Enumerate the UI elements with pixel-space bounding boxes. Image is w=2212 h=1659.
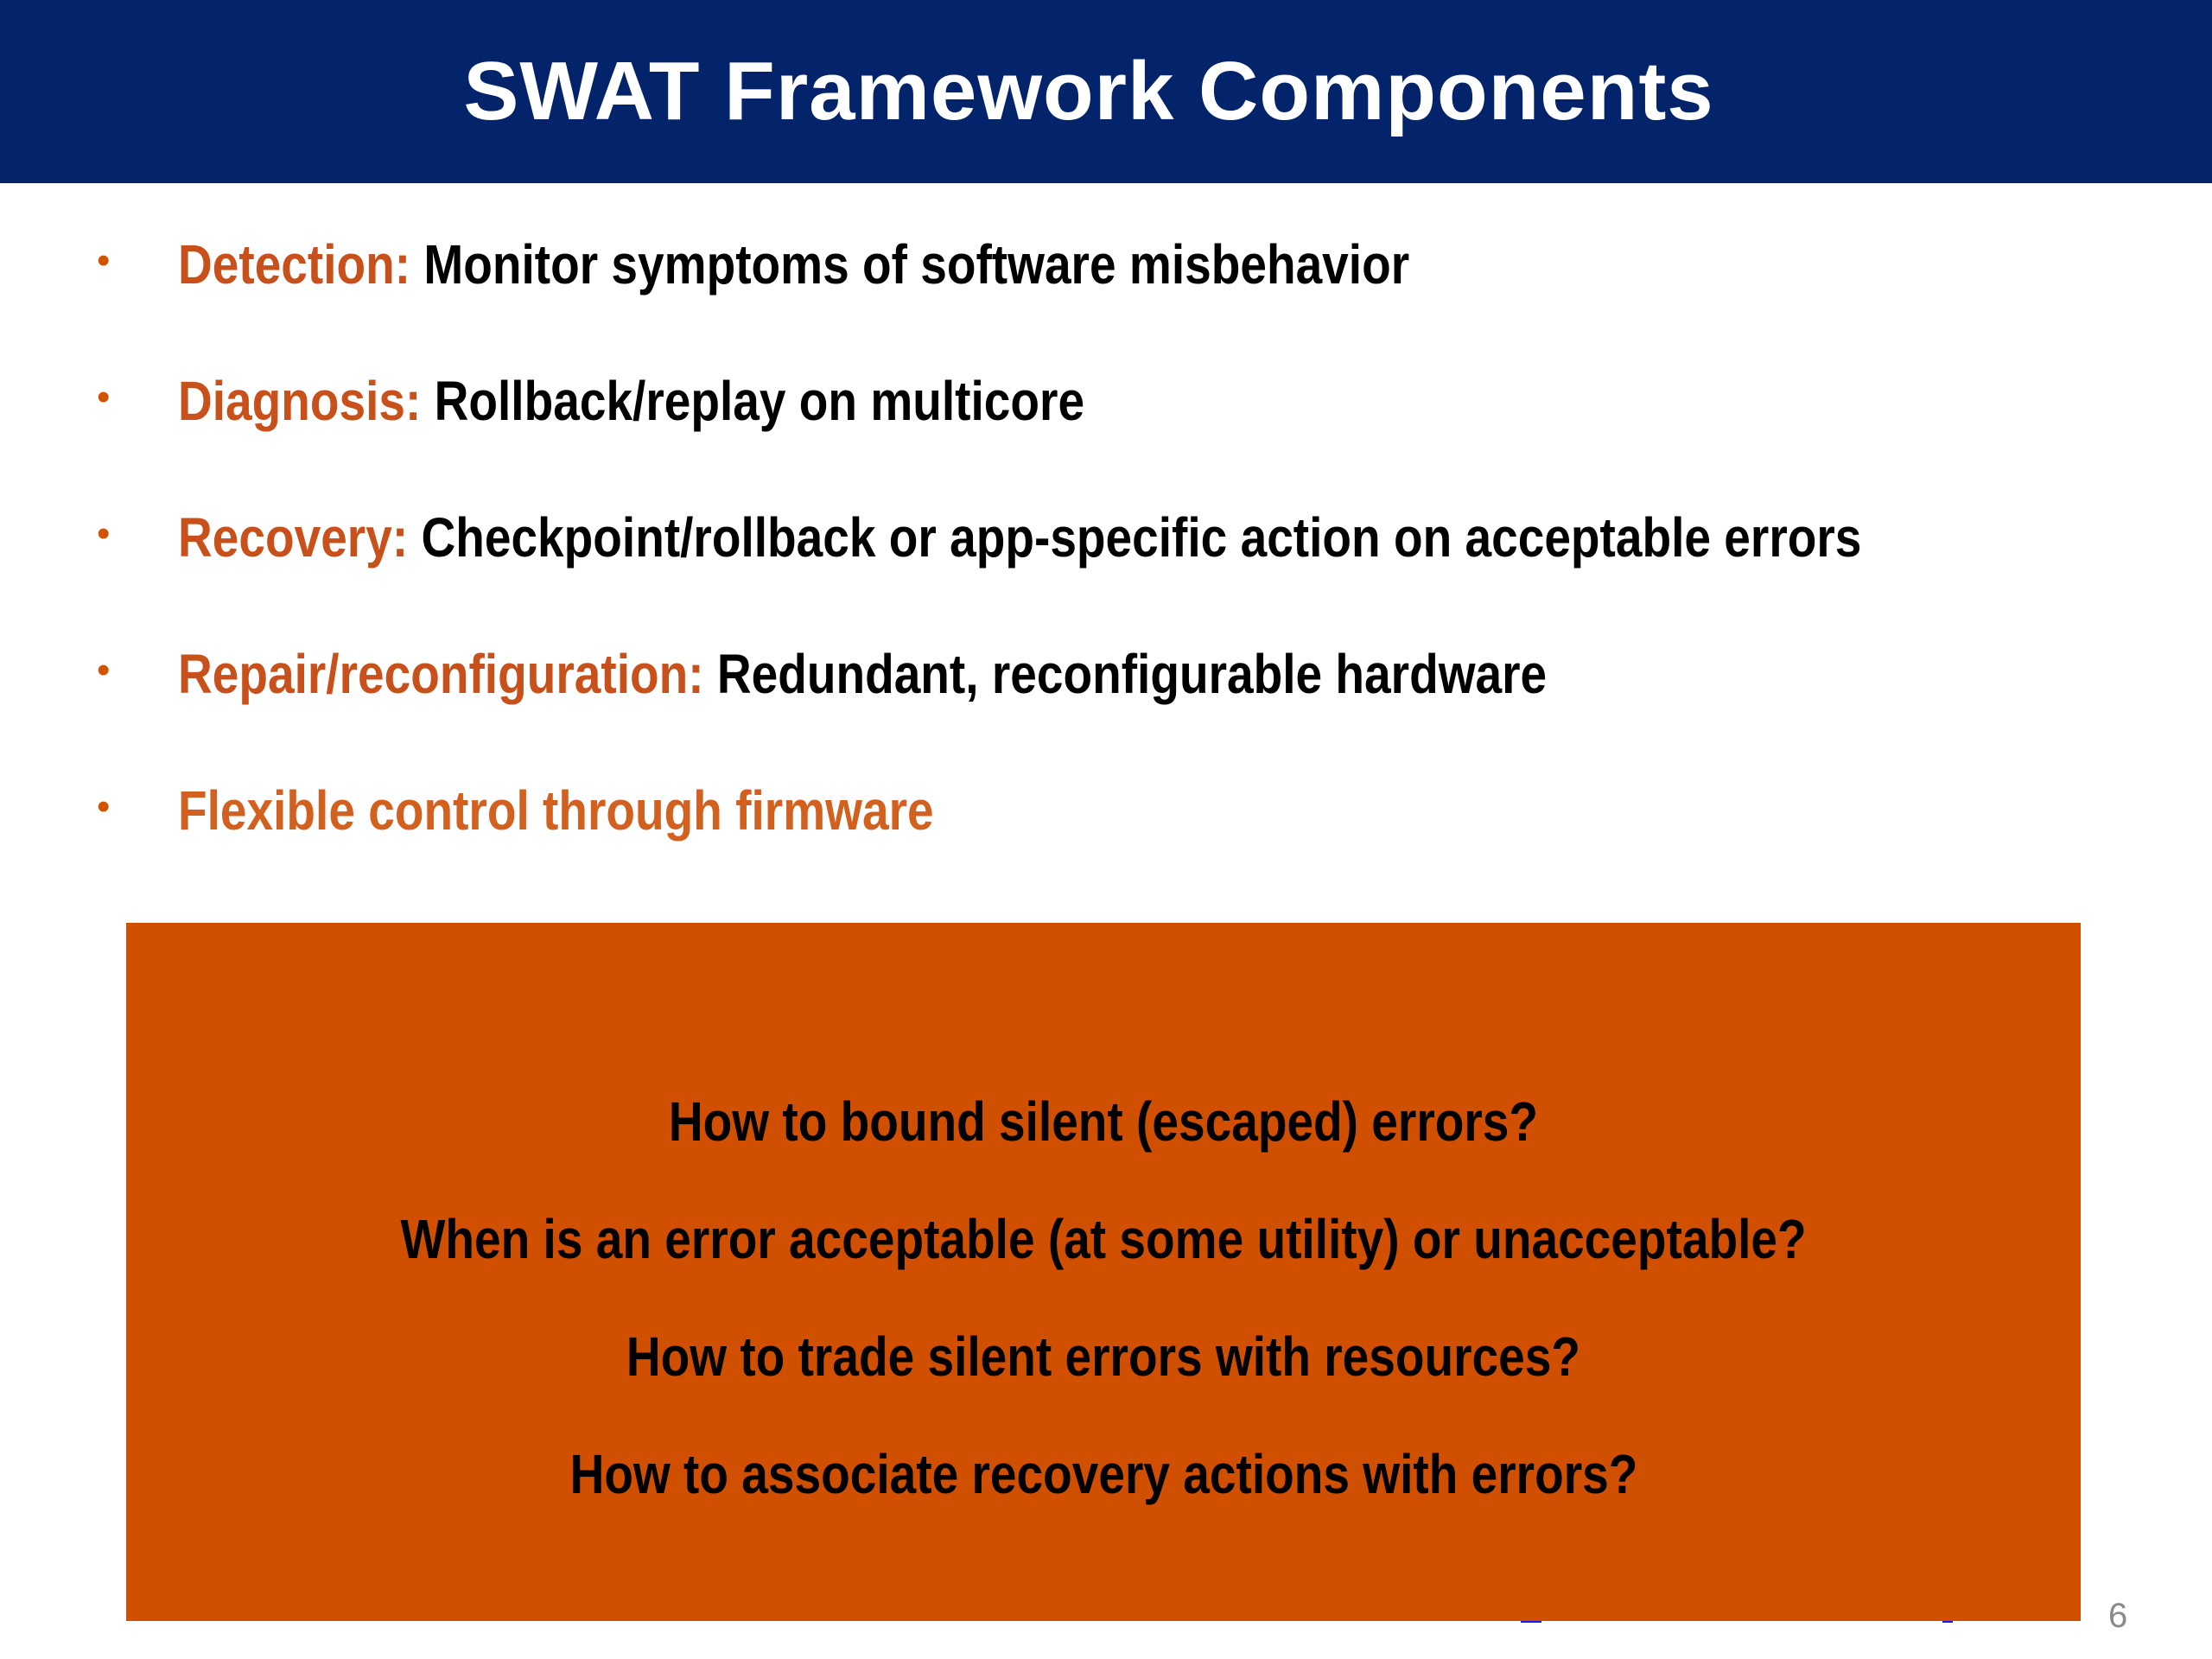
page-number: 6	[2108, 1597, 2128, 1635]
question-box	[126, 923, 2081, 1621]
bullet-item-diagnosis	[0, 368, 2212, 454]
question-item	[126, 1087, 2081, 1156]
bullet-term: Detection:	[178, 233, 411, 296]
bullet-dot-icon: •	[97, 649, 111, 691]
bullet-description: Monitor symptoms of software misbehavior	[423, 233, 1410, 296]
bullet-dot-icon: •	[97, 785, 111, 828]
bullet-term: Recovery:	[178, 506, 409, 569]
bullet-term: Flexible control through firmware	[178, 779, 934, 842]
bullet-dot-icon: •	[97, 376, 111, 418]
question-item	[126, 1322, 2081, 1391]
bullet-dot-icon: •	[97, 512, 111, 555]
bullet-description: Checkpoint/rollback or app-specific action on acceptable errors	[421, 506, 1862, 569]
bullet-text	[178, 368, 1084, 434]
bullet-text	[178, 505, 1861, 570]
bullet-description: Redundant, reconfigurable hardware	[716, 643, 1548, 705]
bullet-text	[178, 778, 934, 843]
question-text: How to bound silent (escaped) errors?	[668, 1090, 1539, 1153]
bullet-item-firmware	[0, 778, 2212, 864]
bullet-term: Diagnosis:	[178, 370, 422, 432]
bullet-text	[178, 232, 1409, 297]
question-item	[126, 1440, 2081, 1509]
question-text: When is an error acceptable (at some utility) or unacceptable?	[400, 1208, 1807, 1270]
bullet-item-recovery	[0, 505, 2212, 591]
bullet-dot-icon: •	[97, 239, 111, 282]
bullet-description: Rollback/replay on multicore	[434, 370, 1085, 432]
bullet-item-repair	[0, 641, 2212, 728]
bullet-item-detection	[0, 232, 2212, 318]
bullet-text	[178, 641, 1547, 707]
bullet-term: Repair/reconfiguration:	[178, 643, 704, 705]
question-item	[126, 1205, 2081, 1274]
question-text: How to trade silent errors with resources?	[626, 1325, 1581, 1388]
question-text: How to associate recovery actions with errors?	[569, 1443, 1637, 1505]
slide-title: SWAT Framework Components	[463, 45, 1714, 137]
